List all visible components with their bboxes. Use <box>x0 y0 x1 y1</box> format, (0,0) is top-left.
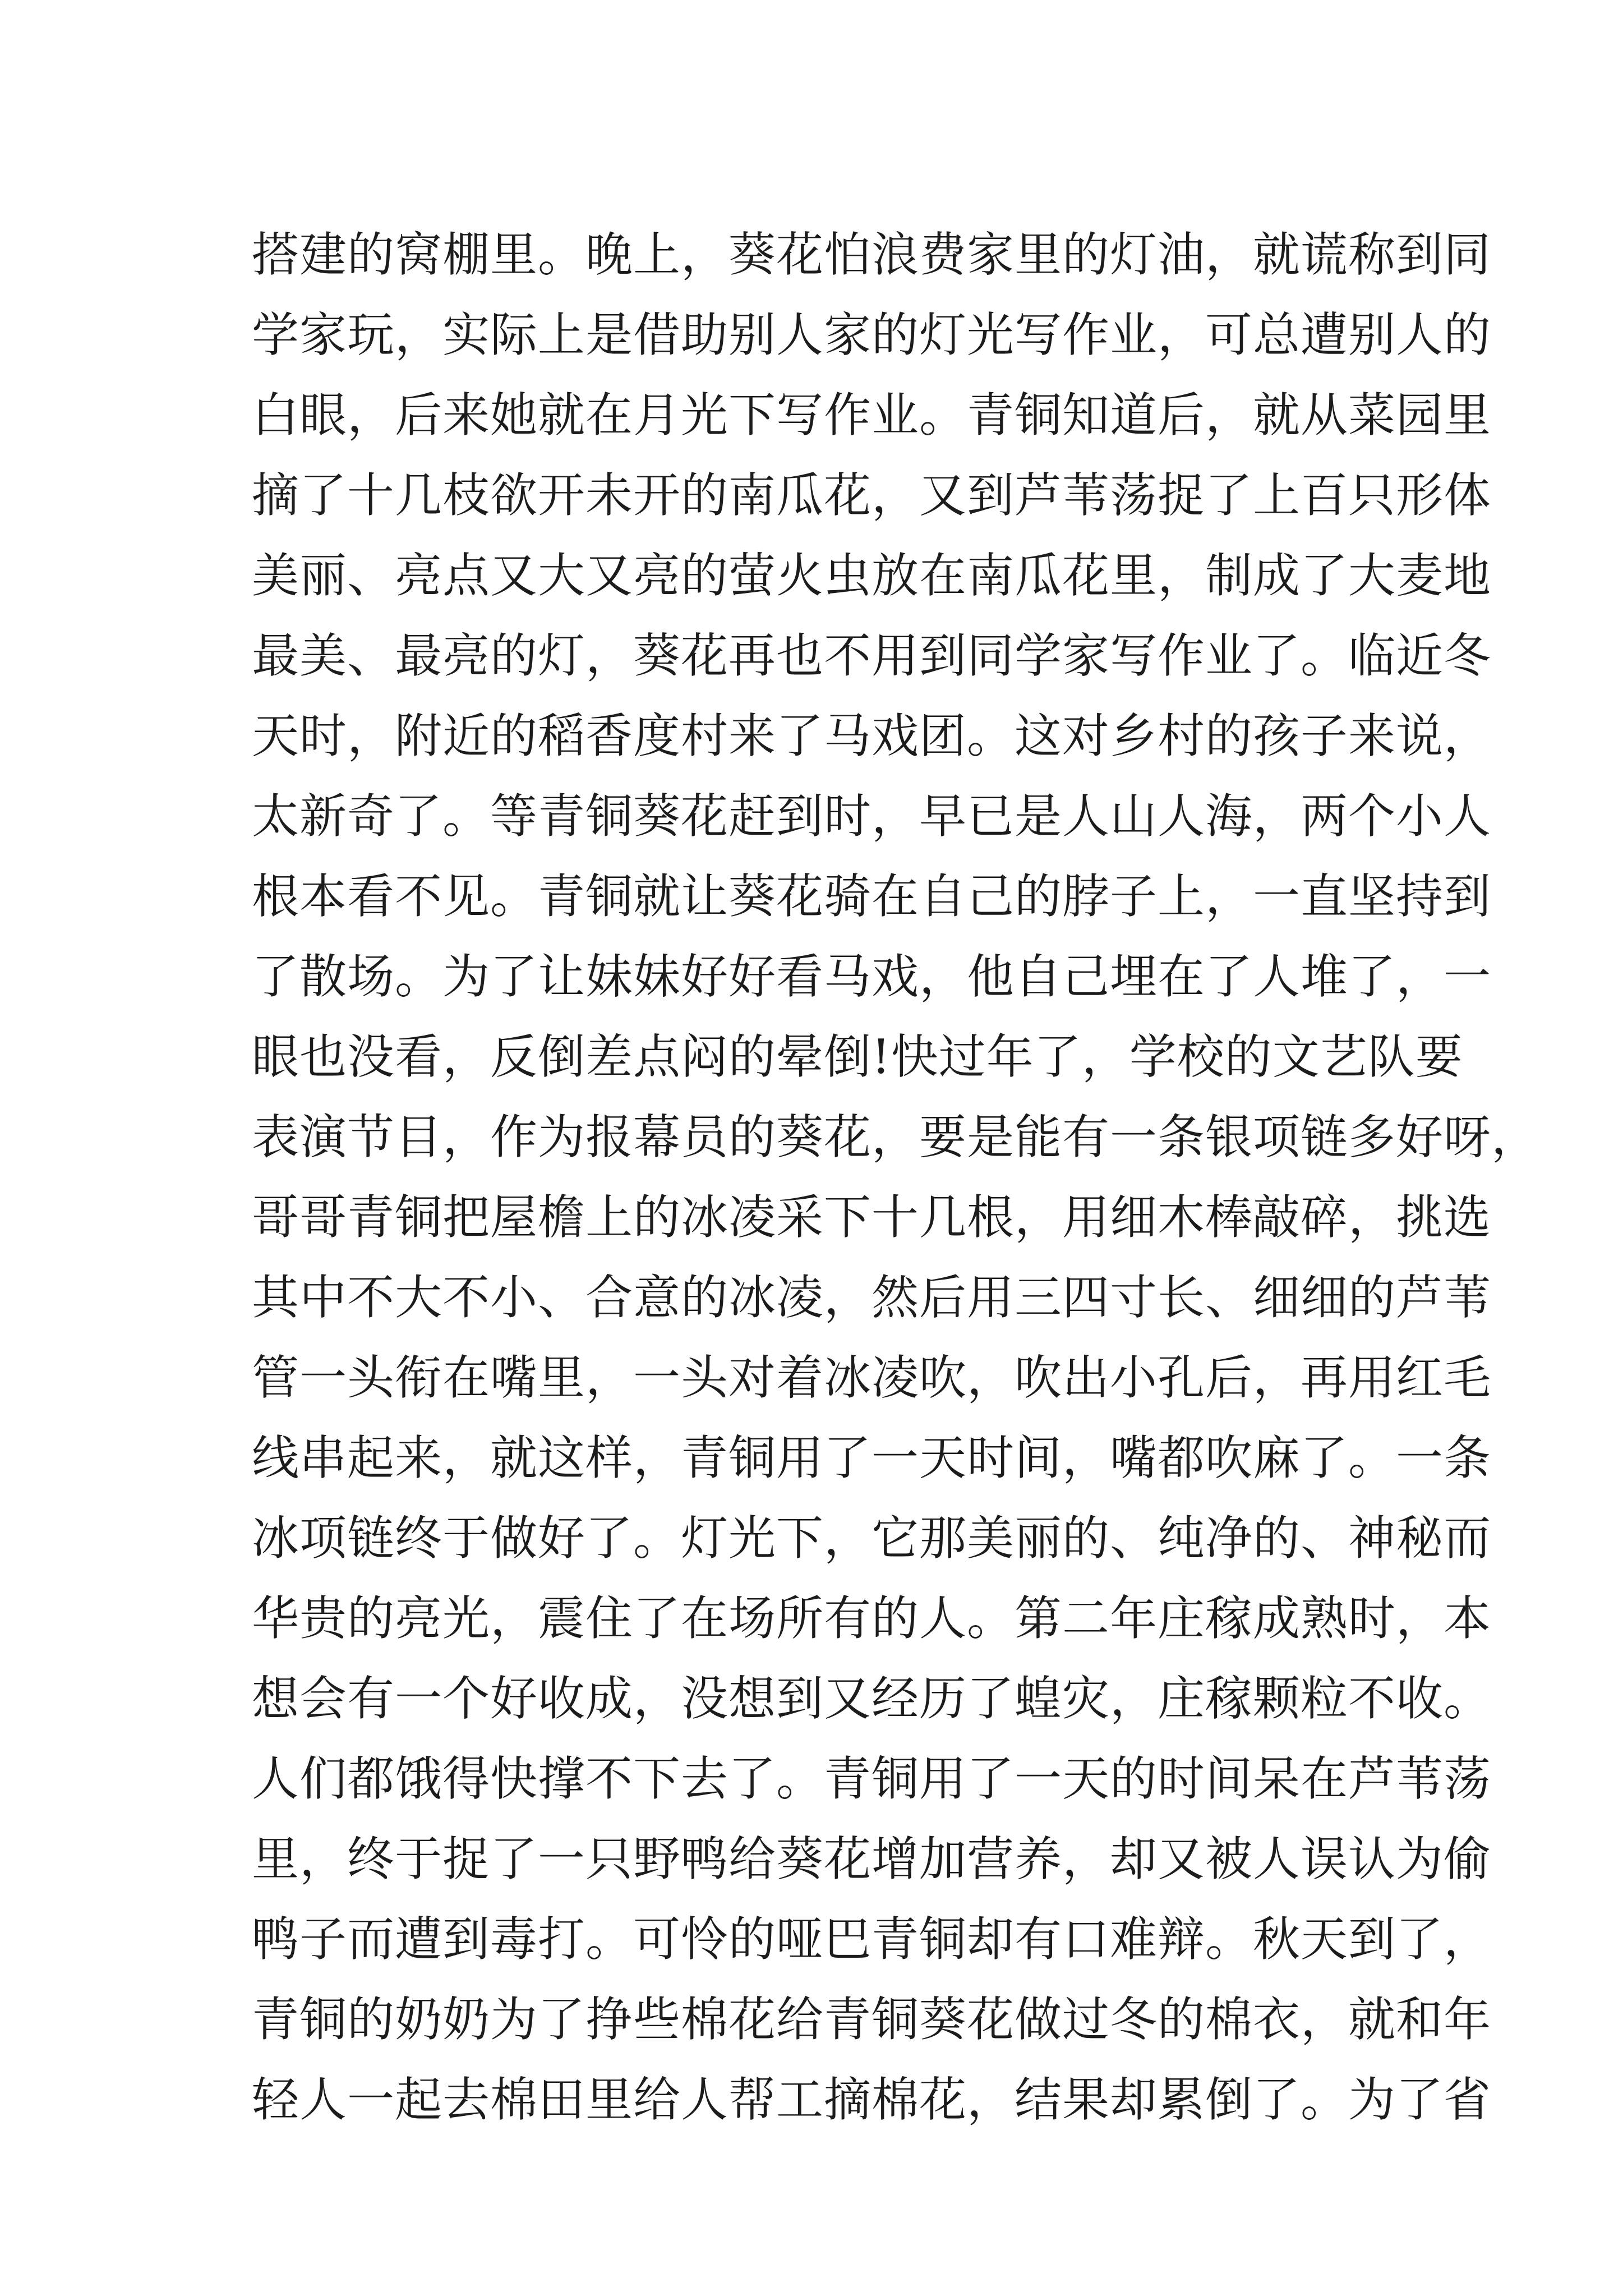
text-line: 搭建的窝棚里。晚上，葵花怕浪费家里的灯油，就谎称到同 <box>252 227 1492 282</box>
text-line: 管一头衔在嘴里，一头对着冰凌吹，吹出小孔后，再用红毛 <box>252 1350 1492 1405</box>
text-line: 其中不大不小、合意的冰凌，然后用三四寸长、细细的芦苇 <box>252 1270 1492 1325</box>
text-line: 冰项链终于做好了。灯光下，它那美丽的、纯净的、神秘而 <box>252 1511 1492 1566</box>
text-line: 学家玩，实际上是借助别人家的灯光写作业，可总遭别人的 <box>252 307 1492 362</box>
text-line: 线串起来，就这样，青铜用了一天时间，嘴都吹麻了。一条 <box>252 1430 1492 1485</box>
text-line: 鸭子而遭到毒打。可怜的哑巴青铜却有口难辩。秋天到了， <box>252 1912 1492 1967</box>
text-line: 根本看不见。青铜就让葵花骑在自己的脖子上，一直坚持到 <box>252 869 1492 924</box>
text-line: 里，终于捉了一只野鸭给葵花增加营养，却又被人误认为偷 <box>252 1832 1492 1887</box>
text-line: 表演节目，作为报幕员的葵花，要是能有一条银项链多好呀， <box>252 1110 1539 1165</box>
text-line: 华贵的亮光，震住了在场所有的人。第二年庄稼成熟时，本 <box>252 1591 1492 1646</box>
text-line: 眼也没看，反倒差点闷的晕倒!快过年了，学校的文艺队要 <box>252 1029 1463 1084</box>
text-line: 哥哥青铜把屋檐上的冰凌采下十几根，用细木棒敲碎，挑选 <box>252 1190 1492 1245</box>
text-line: 白眼，后来她就在月光下写作业。青铜知道后，就从菜园里 <box>252 388 1492 443</box>
text-line: 摘了十几枝欲开未开的南瓜花，又到芦苇荡捉了上百只形体 <box>252 468 1492 523</box>
text-line: 人们都饿得快撑不下去了。青铜用了一天的时间呆在芦苇荡 <box>252 1751 1492 1806</box>
text-line: 青铜的奶奶为了挣些棉花给青铜葵花做过冬的棉衣，就和年 <box>252 1992 1492 2047</box>
text-line: 天时，附近的稻香度村来了马戏团。这对乡村的孩子来说， <box>252 708 1492 763</box>
text-line: 了散场。为了让妹妹好好看马戏，他自己埋在了人堆了，一 <box>252 949 1492 1004</box>
text-line: 美丽、亮点又大又亮的萤火虫放在南瓜花里，制成了大麦地 <box>252 548 1492 603</box>
text-line: 最美、最亮的灯，葵花再也不用到同学家写作业了。临近冬 <box>252 628 1492 683</box>
body-text <box>252 215 1539 2140</box>
text-line: 轻人一起去棉田里给人帮工摘棉花，结果却累倒了。为了省 <box>252 2072 1492 2127</box>
text-line: 想会有一个好收成，没想到又经历了蝗灾，庄稼颗粒不收。 <box>252 1671 1492 1726</box>
text-line: 太新奇了。等青铜葵花赶到时，早已是人山人海，两个小人 <box>252 789 1492 844</box>
